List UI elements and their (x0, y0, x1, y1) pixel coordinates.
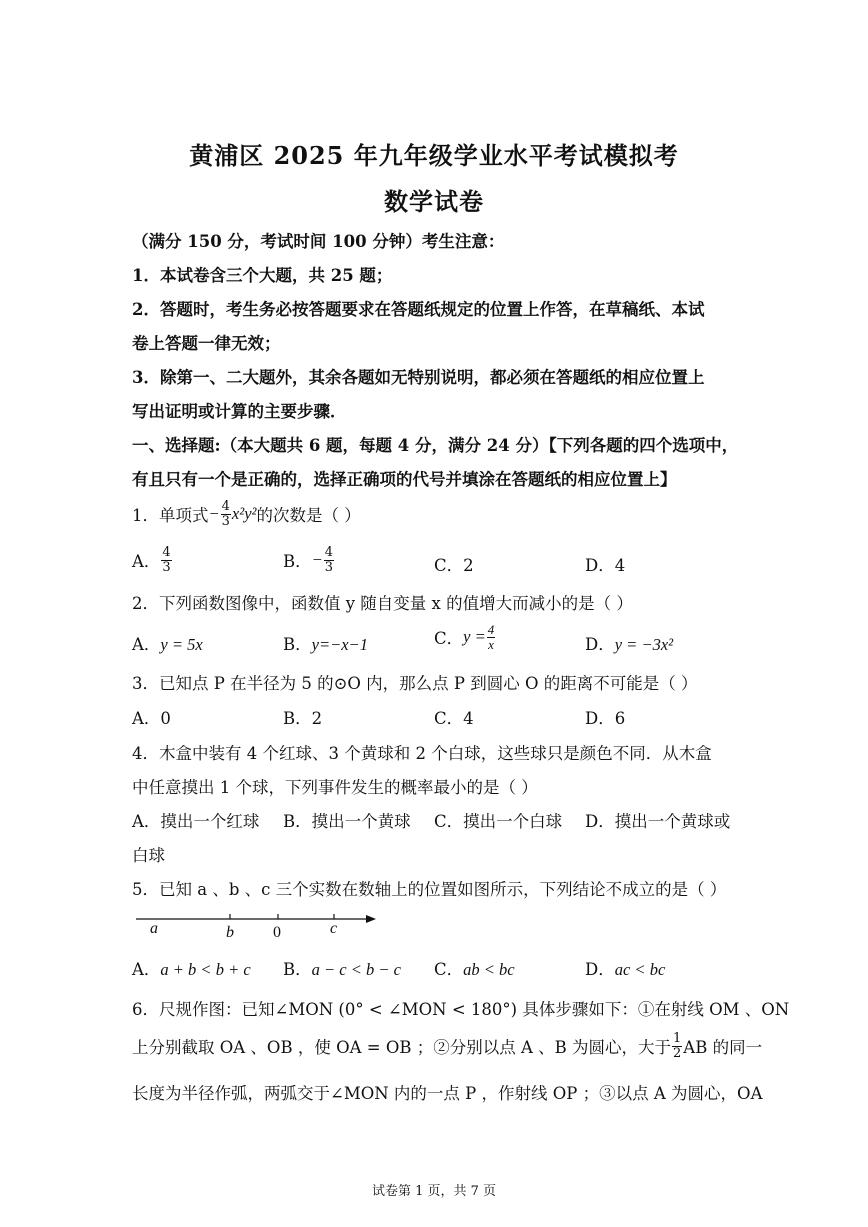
q3-option-c: C．4 (434, 709, 474, 728)
question-4-stem-a: 4．木盒中装有 4 个红球、3 个黄球和 2 个白球，这些球只是颜色不同．从木盒 (132, 744, 712, 763)
page-footer: 试卷第 1 页，共 7 页 (371, 1184, 497, 1199)
q1-option-b-sign: − (311, 550, 323, 570)
q2-option-d (585, 631, 673, 655)
q5-option-c (434, 956, 515, 980)
exam-title: 黄浦区 2025 年九年级学业水平考试模拟考 (189, 141, 679, 170)
question-4-stem-b: 中任意摸出 1 个球，下列事件发生的概率最小的是（ ） (132, 778, 538, 797)
q5-option-c-label: C． (434, 960, 464, 979)
q4-option-c: C．摸出一个白球 (434, 812, 563, 831)
q3-option-b: B．2 (283, 709, 323, 728)
q1-option-d: D．4 (585, 556, 626, 575)
q2-option-c-numerator: 4 (487, 622, 495, 637)
axis-label-c: c (330, 920, 338, 937)
axis-label-b: b (226, 924, 234, 941)
q5-option-b (283, 956, 401, 980)
question-5-stem: 5．已知 a 、b 、c 三个实数在数轴上的位置如图所示，下列结论不成立的是（ ） (132, 880, 727, 899)
notice-item-2b: 卷上答题一律无效； (132, 334, 281, 353)
q1-stem-fraction (221, 500, 231, 528)
q2-option-b (283, 631, 368, 655)
q5-option-d (585, 956, 665, 980)
q5-option-a-expr: a + b < b + c (160, 960, 251, 979)
q1-option-a-label: A． (132, 552, 161, 572)
question-3-stem: 3．已知点 P 在半径为 5 的⊙O 内，那么点 P 到圆心 O 的距离不可能是（ ） (132, 674, 698, 693)
q5-option-c-expr: ab < bc (463, 960, 515, 979)
q2-option-a-label: A． (132, 635, 161, 654)
axis-label-a: a (150, 920, 158, 937)
number-line-arrow-icon (366, 915, 376, 923)
q1-stem-post: 的次数是（ ） (256, 506, 361, 526)
q1-stem-numerator: 4 (221, 499, 230, 514)
q2-option-c-label: C． (434, 629, 464, 649)
q6-line2-numerator: 1 (673, 1031, 682, 1046)
question-2-stem: 2．下列函数图像中，函数值 y 随自变量 x 的值增大而减小的是（ ） (132, 594, 633, 613)
question-6-line-1: 6．尺规作图：已知∠MON (0° < ∠MON < 180°) 具体步骤如下：①在射线 OM 、ON (132, 1000, 790, 1019)
q2-option-c-denominator: x (488, 636, 494, 652)
q1-stem-variables: x²y² (231, 504, 257, 524)
q2-option-a-expr: y = 5x (160, 635, 203, 654)
q4-option-d: D．摸出一个黄球或 (585, 812, 731, 831)
q6-line2-denominator: 2 (673, 1045, 682, 1061)
q2-option-b-expr: y=−x−1 (311, 635, 368, 654)
q1-option-a-numerator: 4 (162, 545, 171, 560)
q1-stem-pre: 1．单项式 (132, 506, 209, 526)
question-6-line-2 (132, 1032, 762, 1060)
q1-option-b-label: B． (283, 552, 312, 572)
q5-option-b-label: B． (283, 960, 312, 979)
q1-option-b (283, 546, 335, 574)
q1-option-b-fraction (324, 546, 334, 574)
q2-option-c-pre: y = (463, 627, 486, 647)
q6-line2-fraction (672, 1032, 682, 1060)
number-line-figure (130, 905, 390, 943)
question-6-line-3: 长度为半径作弧，两弧交于∠MON 内的一点 P ，作射线 OP ；③以点 A 为圆心，OA (132, 1084, 763, 1103)
q4-option-a: A．摸出一个红球 (132, 812, 260, 831)
section-heading-a: 一、选择题:（本大题共 6 题，每题 4 分，满分 24 分）【下列各题的四个选项中， (132, 436, 739, 455)
notice-item-3a: 3．除第一、二大题外，其余各题如无特别说明，都必须在答题纸的相应位置上 (132, 368, 705, 387)
q1-option-a (132, 546, 173, 574)
q2-option-a (132, 631, 203, 655)
q1-stem-sign: − (208, 504, 220, 524)
q2-option-c (434, 623, 496, 651)
q1-stem-denominator: 3 (221, 513, 230, 529)
q1-option-b-denominator: 3 (324, 559, 334, 575)
q2-option-d-label: D． (585, 635, 615, 654)
q4-option-b: B．摸出一个黄球 (283, 812, 411, 831)
q4-option-d-continued: 白球 (132, 846, 165, 865)
notice-item-1: 1．本试卷含三个大题，共 25 题； (132, 266, 393, 285)
q1-option-a-denominator: 3 (162, 559, 171, 575)
q6-line2-pre: 上分别截取 OA 、OB ，使 OA = OB ；②分别以点 A 、B 为圆心，大于 (132, 1038, 672, 1058)
section-heading-b: 有且只有一个是正确的，选择正确项的代号并填涂在答题纸的相应位置上】 (132, 470, 677, 489)
notice-intro: （满分 150 分，考试时间 100 分钟）考生注意： (132, 232, 505, 251)
question-1-stem (132, 500, 361, 528)
q5-option-a-label: A． (132, 960, 161, 979)
q3-option-d: D．6 (585, 709, 626, 728)
q2-option-b-label: B． (283, 635, 312, 654)
notice-item-2a: 2．答题时，考生务必按答题要求在答题纸规定的位置上作答，在草稿纸、本试 (132, 300, 705, 319)
q1-option-c: C．2 (434, 556, 474, 575)
q5-option-d-label: D． (585, 960, 615, 979)
notice-item-3b: 写出证明或计算的主要步骤． (132, 402, 347, 421)
q5-option-a (132, 956, 251, 980)
q6-line2-post: AB 的同一 (683, 1038, 763, 1058)
q1-option-a-fraction (161, 546, 171, 574)
q3-option-a: A．0 (132, 709, 171, 728)
exam-subtitle: 数学试卷 (384, 187, 484, 216)
q5-option-d-expr: ac < bc (614, 960, 666, 979)
axis-label-zero: 0 (273, 924, 281, 941)
q5-option-b-expr: a − c < b − c (311, 960, 401, 979)
q2-option-c-fraction (487, 623, 496, 651)
q2-option-d-expr: y = −3x² (614, 635, 674, 654)
q1-option-b-numerator: 4 (324, 545, 334, 560)
